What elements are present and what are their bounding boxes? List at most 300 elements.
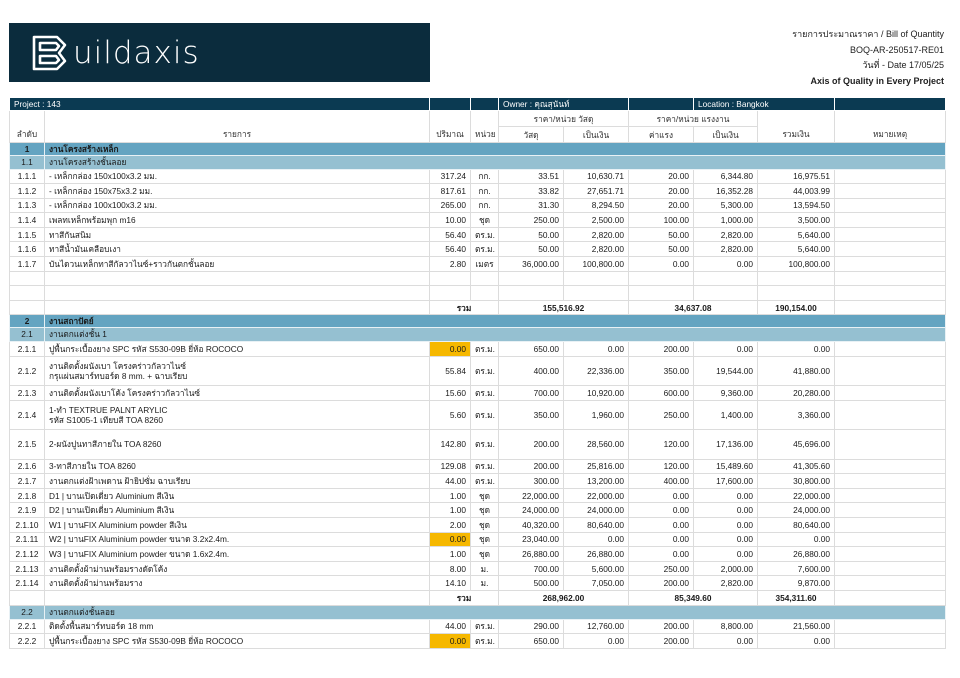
item-labor-price: 20.00 bbox=[629, 198, 694, 213]
item-description: ทาสีน้ำมันเคลือบเงา bbox=[45, 242, 430, 257]
section-row bbox=[10, 143, 946, 156]
item-total: 41,305.60 bbox=[758, 459, 835, 474]
item-total: 0.00 bbox=[758, 341, 835, 356]
item-quantity: 2.00 bbox=[430, 518, 471, 533]
section-number: 2.2 bbox=[10, 605, 45, 619]
item-row bbox=[10, 227, 946, 242]
item-quantity: 2.80 bbox=[430, 257, 471, 272]
empty-cell bbox=[835, 590, 946, 605]
item-number: 1.1.1 bbox=[10, 169, 45, 184]
header-material: วัสดุ bbox=[499, 127, 564, 143]
empty-cell bbox=[430, 286, 471, 301]
subtotal-label: รวม bbox=[430, 590, 499, 605]
location-label: Location : Bangkok bbox=[694, 98, 835, 111]
item-unit: ตร.ม. bbox=[471, 227, 499, 242]
item-material-price: 250.00 bbox=[499, 213, 564, 228]
item-total: 44,003.99 bbox=[758, 184, 835, 199]
item-number: 2.1.6 bbox=[10, 459, 45, 474]
item-total: 22,000.00 bbox=[758, 488, 835, 503]
item-quantity: 56.40 bbox=[430, 227, 471, 242]
empty-cell bbox=[10, 590, 45, 605]
empty-cell bbox=[471, 271, 499, 286]
item-unit: กก. bbox=[471, 184, 499, 199]
item-description: งานติดตั้งผนังเบาโค้ง โครงคร่าวกัลวาไนซ์ bbox=[45, 386, 430, 401]
item-labor-price: 50.00 bbox=[629, 227, 694, 242]
section-title: งานโครงสร้างเหล็ก bbox=[45, 143, 946, 156]
item-unit: กก. bbox=[471, 198, 499, 213]
section-title: งานตกแต่งชั้น 1 bbox=[45, 327, 946, 341]
item-total: 26,880.00 bbox=[758, 547, 835, 562]
subtotal-row bbox=[10, 590, 946, 605]
item-remark bbox=[835, 386, 946, 401]
item-row bbox=[10, 184, 946, 199]
item-description: งานติดตั้งผ้าม่านพร้อมราง bbox=[45, 576, 430, 591]
subsection-row bbox=[10, 327, 946, 341]
item-material-price: 24,000.00 bbox=[499, 503, 564, 518]
item-row bbox=[10, 386, 946, 401]
empty-cell bbox=[10, 271, 45, 286]
document-info bbox=[792, 27, 944, 89]
header-labor: ค่าแรง bbox=[629, 127, 694, 143]
item-row bbox=[10, 474, 946, 489]
item-labor-price: 250.00 bbox=[629, 561, 694, 576]
item-remark bbox=[835, 242, 946, 257]
item-material-price: 33.51 bbox=[499, 169, 564, 184]
item-material-amount: 2,500.00 bbox=[564, 213, 629, 228]
item-remark bbox=[835, 518, 946, 533]
item-remark bbox=[835, 474, 946, 489]
tagline: Axis of Quality in Every Project bbox=[810, 75, 944, 86]
item-number: 2.2.2 bbox=[10, 634, 45, 649]
item-material-amount: 28,560.00 bbox=[564, 430, 629, 460]
empty-cell bbox=[45, 300, 430, 315]
item-description: D1 | บานเปิดเดี่ยว Aluminium สีเงิน bbox=[45, 488, 430, 503]
item-unit: กก. bbox=[471, 169, 499, 184]
empty-cell bbox=[499, 271, 564, 286]
item-unit: ตร.ม. bbox=[471, 619, 499, 634]
item-material-price: 50.00 bbox=[499, 227, 564, 242]
empty-cell bbox=[835, 300, 946, 315]
subtotal-grand: 190,154.00 bbox=[758, 300, 835, 315]
item-unit: ตร.ม. bbox=[471, 474, 499, 489]
item-material-amount: 22,000.00 bbox=[564, 488, 629, 503]
header-material-amount: เป็นเงิน bbox=[564, 127, 629, 143]
item-description: ปูพื้นกระเบื้องยาง SPC รหัส S530-09B ยี่ห้อ ROCOCO bbox=[45, 341, 430, 356]
item-row bbox=[10, 459, 946, 474]
item-labor-amount: 19,544.00 bbox=[694, 356, 758, 386]
item-row bbox=[10, 547, 946, 562]
item-unit: ตร.ม. bbox=[471, 634, 499, 649]
item-description: D2 | บานเปิดเดี่ยว Aluminium สีเงิน bbox=[45, 503, 430, 518]
item-total: 16,975.51 bbox=[758, 169, 835, 184]
item-description: - เหล็กกล่อง 150x100x3.2 มม. bbox=[45, 169, 430, 184]
item-number: 1.1.6 bbox=[10, 242, 45, 257]
item-unit: ชุด bbox=[471, 532, 499, 547]
empty-cell bbox=[758, 271, 835, 286]
item-row bbox=[10, 634, 946, 649]
owner-label: Owner : คุณสุนันท์ bbox=[499, 98, 629, 111]
item-material-price: 50.00 bbox=[499, 242, 564, 257]
item-unit: ตร.ม. bbox=[471, 341, 499, 356]
empty-cell bbox=[629, 271, 694, 286]
empty-cell bbox=[835, 286, 946, 301]
item-quantity: 0.00 bbox=[430, 341, 471, 356]
project-info-row bbox=[10, 98, 946, 111]
item-description: - เหล็กกล่อง 100x100x3.2 มม. bbox=[45, 198, 430, 213]
item-remark bbox=[835, 341, 946, 356]
subtotal-grand: 354,311.60 bbox=[758, 590, 835, 605]
subtotal-material: 268,962.00 bbox=[499, 590, 629, 605]
item-unit: ม. bbox=[471, 561, 499, 576]
item-labor-price: 20.00 bbox=[629, 184, 694, 199]
header-labor-group: ราคา/หน่วย แรงงาน bbox=[629, 111, 758, 127]
item-labor-amount: 2,820.00 bbox=[694, 242, 758, 257]
item-total: 100,800.00 bbox=[758, 257, 835, 272]
brand-logo bbox=[9, 23, 430, 82]
item-material-price: 26,880.00 bbox=[499, 547, 564, 562]
item-material-price: 400.00 bbox=[499, 356, 564, 386]
item-quantity: 55.84 bbox=[430, 356, 471, 386]
item-labor-price: 0.00 bbox=[629, 257, 694, 272]
item-material-amount: 0.00 bbox=[564, 532, 629, 547]
item-total: 3,360.00 bbox=[758, 400, 835, 430]
item-material-amount: 0.00 bbox=[564, 634, 629, 649]
item-remark bbox=[835, 459, 946, 474]
item-number: 2.1.11 bbox=[10, 532, 45, 547]
item-labor-amount: 0.00 bbox=[694, 547, 758, 562]
project-label: Project : 143 bbox=[10, 98, 430, 111]
item-description: 2-ผนังปูนทาสีภายใน TOA 8260 bbox=[45, 430, 430, 460]
item-material-amount: 2,820.00 bbox=[564, 227, 629, 242]
item-unit: ชุด bbox=[471, 213, 499, 228]
empty-cell bbox=[10, 286, 45, 301]
item-labor-amount: 0.00 bbox=[694, 503, 758, 518]
item-total: 21,560.00 bbox=[758, 619, 835, 634]
item-description: ปูพื้นกระเบื้องยาง SPC รหัส S530-09B ยี่ห้อ ROCOCO bbox=[45, 634, 430, 649]
item-unit: ตร.ม. bbox=[471, 356, 499, 386]
item-remark bbox=[835, 227, 946, 242]
item-material-price: 500.00 bbox=[499, 576, 564, 591]
item-unit: ตร.ม. bbox=[471, 242, 499, 257]
item-labor-amount: 16,352.28 bbox=[694, 184, 758, 199]
item-number: 2.1.2 bbox=[10, 356, 45, 386]
item-quantity: 15.60 bbox=[430, 386, 471, 401]
item-total: 7,600.00 bbox=[758, 561, 835, 576]
header-total: รวมเงิน bbox=[758, 111, 835, 143]
item-material-amount: 22,336.00 bbox=[564, 356, 629, 386]
item-material-price: 23,040.00 bbox=[499, 532, 564, 547]
empty-cell bbox=[694, 271, 758, 286]
subtotal-labor: 85,349.60 bbox=[629, 590, 758, 605]
empty-cell bbox=[10, 300, 45, 315]
item-total: 45,696.00 bbox=[758, 430, 835, 460]
item-labor-price: 0.00 bbox=[629, 532, 694, 547]
header-qty: ปริมาณ bbox=[430, 111, 471, 143]
item-remark bbox=[835, 430, 946, 460]
subtotal-row bbox=[10, 300, 946, 315]
item-total: 24,000.00 bbox=[758, 503, 835, 518]
item-row bbox=[10, 198, 946, 213]
item-description: 1-ทำ TEXTRUE PALNT ARYLIC รหัส S1005-1 เทียบสี TOA 8260 bbox=[45, 400, 430, 430]
item-number: 2.1.13 bbox=[10, 561, 45, 576]
item-quantity: 317.24 bbox=[430, 169, 471, 184]
item-material-price: 300.00 bbox=[499, 474, 564, 489]
item-unit: ตร.ม. bbox=[471, 430, 499, 460]
document-date: วันที่ - Date 17/05/25 bbox=[862, 60, 944, 70]
item-labor-price: 250.00 bbox=[629, 400, 694, 430]
empty-cell bbox=[499, 286, 564, 301]
item-labor-amount: 0.00 bbox=[694, 518, 758, 533]
document-code: BOQ-AR-250517-RE01 bbox=[849, 44, 944, 55]
item-quantity: 5.60 bbox=[430, 400, 471, 430]
item-description: W1 | บานFIX Aluminium powder สีเงิน bbox=[45, 518, 430, 533]
subtotal-material: 155,516.92 bbox=[499, 300, 629, 315]
item-number: 2.1.7 bbox=[10, 474, 45, 489]
item-quantity: 0.00 bbox=[430, 634, 471, 649]
item-unit: ชุด bbox=[471, 503, 499, 518]
item-material-price: 350.00 bbox=[499, 400, 564, 430]
item-remark bbox=[835, 213, 946, 228]
empty-cell bbox=[758, 286, 835, 301]
item-total: 0.00 bbox=[758, 532, 835, 547]
item-row bbox=[10, 169, 946, 184]
item-labor-price: 0.00 bbox=[629, 488, 694, 503]
item-material-amount: 10,630.71 bbox=[564, 169, 629, 184]
item-material-price: 31.30 bbox=[499, 198, 564, 213]
item-total: 13,594.50 bbox=[758, 198, 835, 213]
item-unit: ชุด bbox=[471, 488, 499, 503]
item-row bbox=[10, 518, 946, 533]
item-quantity: 265.00 bbox=[430, 198, 471, 213]
item-quantity: 142.80 bbox=[430, 430, 471, 460]
item-unit: เมตร bbox=[471, 257, 499, 272]
item-material-amount: 5,600.00 bbox=[564, 561, 629, 576]
item-labor-amount: 1,400.00 bbox=[694, 400, 758, 430]
item-material-amount: 100,800.00 bbox=[564, 257, 629, 272]
item-description: W2 | บานFIX Aluminium powder ขนาด 3.2x2.4m. bbox=[45, 532, 430, 547]
empty-cell bbox=[694, 286, 758, 301]
item-material-amount: 2,820.00 bbox=[564, 242, 629, 257]
item-quantity: 1.00 bbox=[430, 488, 471, 503]
item-material-amount: 12,760.00 bbox=[564, 619, 629, 634]
item-labor-amount: 2,820.00 bbox=[694, 576, 758, 591]
item-labor-amount: 5,300.00 bbox=[694, 198, 758, 213]
item-material-amount: 80,640.00 bbox=[564, 518, 629, 533]
section-row bbox=[10, 315, 946, 328]
item-material-price: 36,000.00 bbox=[499, 257, 564, 272]
empty-row bbox=[10, 286, 946, 301]
item-row bbox=[10, 561, 946, 576]
item-description: ติดตั้งพื้นสมาร์ทบอร์ด 18 mm bbox=[45, 619, 430, 634]
item-material-price: 650.00 bbox=[499, 634, 564, 649]
item-remark bbox=[835, 356, 946, 386]
item-labor-price: 600.00 bbox=[629, 386, 694, 401]
item-labor-amount: 15,489.60 bbox=[694, 459, 758, 474]
item-total: 41,880.00 bbox=[758, 356, 835, 386]
item-material-price: 40,320.00 bbox=[499, 518, 564, 533]
empty-cell bbox=[45, 271, 430, 286]
item-row bbox=[10, 213, 946, 228]
item-labor-price: 120.00 bbox=[629, 430, 694, 460]
document-title: รายการประมาณราคา / Bill of Quantity bbox=[792, 29, 944, 39]
item-material-amount: 0.00 bbox=[564, 341, 629, 356]
section-number: 1 bbox=[10, 143, 45, 156]
item-material-amount: 25,816.00 bbox=[564, 459, 629, 474]
item-unit: ตร.ม. bbox=[471, 386, 499, 401]
item-labor-price: 50.00 bbox=[629, 242, 694, 257]
item-labor-price: 200.00 bbox=[629, 619, 694, 634]
header-no: ลำดับ bbox=[10, 111, 45, 143]
item-description: งานติดตั้งผ้าม่านพร้อมรางดัดโค้ง bbox=[45, 561, 430, 576]
item-remark bbox=[835, 169, 946, 184]
item-labor-amount: 0.00 bbox=[694, 634, 758, 649]
item-labor-amount: 2,000.00 bbox=[694, 561, 758, 576]
empty-cell bbox=[564, 286, 629, 301]
item-row bbox=[10, 532, 946, 547]
item-quantity: 129.08 bbox=[430, 459, 471, 474]
item-description: - เหล็กกล่อง 150x75x3.2 มม. bbox=[45, 184, 430, 199]
item-labor-amount: 9,360.00 bbox=[694, 386, 758, 401]
item-description: ทาสีกันสนิม bbox=[45, 227, 430, 242]
item-number: 2.1.10 bbox=[10, 518, 45, 533]
item-row bbox=[10, 341, 946, 356]
item-quantity: 1.00 bbox=[430, 547, 471, 562]
section-number: 1.1 bbox=[10, 155, 45, 169]
section-title: งานสถาปัตย์ bbox=[45, 315, 946, 328]
empty-cell bbox=[45, 286, 430, 301]
item-number: 2.1.3 bbox=[10, 386, 45, 401]
item-remark bbox=[835, 400, 946, 430]
item-remark bbox=[835, 532, 946, 547]
item-row bbox=[10, 257, 946, 272]
empty-cell bbox=[564, 271, 629, 286]
item-remark bbox=[835, 634, 946, 649]
item-labor-price: 400.00 bbox=[629, 474, 694, 489]
item-row bbox=[10, 576, 946, 591]
item-material-price: 700.00 bbox=[499, 386, 564, 401]
item-labor-price: 20.00 bbox=[629, 169, 694, 184]
empty-cell bbox=[45, 590, 430, 605]
item-row bbox=[10, 356, 946, 386]
item-labor-amount: 0.00 bbox=[694, 532, 758, 547]
brand-name: uildaxis bbox=[73, 34, 200, 71]
item-row bbox=[10, 430, 946, 460]
item-number: 1.1.7 bbox=[10, 257, 45, 272]
item-quantity: 0.00 bbox=[430, 532, 471, 547]
section-number: 2.1 bbox=[10, 327, 45, 341]
item-total: 5,640.00 bbox=[758, 242, 835, 257]
item-description: W3 | บานFIX Aluminium powder ขนาด 1.6x2.4m. bbox=[45, 547, 430, 562]
item-material-amount: 26,880.00 bbox=[564, 547, 629, 562]
item-row bbox=[10, 503, 946, 518]
item-total: 5,640.00 bbox=[758, 227, 835, 242]
item-labor-price: 200.00 bbox=[629, 576, 694, 591]
item-row bbox=[10, 488, 946, 503]
item-quantity: 10.00 bbox=[430, 213, 471, 228]
item-labor-amount: 8,800.00 bbox=[694, 619, 758, 634]
item-material-price: 200.00 bbox=[499, 459, 564, 474]
item-quantity: 44.00 bbox=[430, 619, 471, 634]
item-quantity: 8.00 bbox=[430, 561, 471, 576]
item-remark bbox=[835, 257, 946, 272]
item-row bbox=[10, 619, 946, 634]
item-number: 2.1.8 bbox=[10, 488, 45, 503]
item-material-amount: 1,960.00 bbox=[564, 400, 629, 430]
item-quantity: 44.00 bbox=[430, 474, 471, 489]
boq-body bbox=[10, 143, 946, 649]
item-labor-price: 0.00 bbox=[629, 503, 694, 518]
item-material-amount: 27,651.71 bbox=[564, 184, 629, 199]
item-number: 2.1.4 bbox=[10, 400, 45, 430]
item-remark bbox=[835, 619, 946, 634]
item-material-price: 650.00 bbox=[499, 341, 564, 356]
item-labor-price: 200.00 bbox=[629, 634, 694, 649]
header-item: รายการ bbox=[45, 111, 430, 143]
item-unit: ชุด bbox=[471, 547, 499, 562]
header-remark: หมายเหตุ bbox=[835, 111, 946, 143]
item-material-price: 200.00 bbox=[499, 430, 564, 460]
section-number: 2 bbox=[10, 315, 45, 328]
item-material-amount: 24,000.00 bbox=[564, 503, 629, 518]
empty-cell bbox=[430, 271, 471, 286]
item-material-amount: 8,294.50 bbox=[564, 198, 629, 213]
header-row-group bbox=[10, 111, 946, 127]
item-labor-price: 100.00 bbox=[629, 213, 694, 228]
item-row bbox=[10, 242, 946, 257]
item-number: 2.1.5 bbox=[10, 430, 45, 460]
item-number: 2.1.1 bbox=[10, 341, 45, 356]
item-quantity: 817.61 bbox=[430, 184, 471, 199]
item-description: งานตกแต่งฝ้าเพดาน ฝ้ายิปซั่ม ฉาบเรียบ bbox=[45, 474, 430, 489]
item-labor-amount: 17,600.00 bbox=[694, 474, 758, 489]
item-number: 2.1.14 bbox=[10, 576, 45, 591]
item-total: 9,870.00 bbox=[758, 576, 835, 591]
item-labor-amount: 17,136.00 bbox=[694, 430, 758, 460]
item-description: งานติดตั้งผนังเบา โครงคร่าวกัลวาไนซ์ กรุแผ่นสมาร์ทบอร์ด 8 mm. + ฉาบเรียบ bbox=[45, 356, 430, 386]
item-remark bbox=[835, 503, 946, 518]
item-remark bbox=[835, 547, 946, 562]
section-title: งานตกแต่งชั้นลอย bbox=[45, 605, 946, 619]
empty-cell bbox=[629, 286, 694, 301]
item-number: 1.1.3 bbox=[10, 198, 45, 213]
subsection-row bbox=[10, 605, 946, 619]
section-title: งานโครงสร้างชั้นลอย bbox=[45, 155, 946, 169]
item-quantity: 56.40 bbox=[430, 242, 471, 257]
item-total: 3,500.00 bbox=[758, 213, 835, 228]
item-number: 2.2.1 bbox=[10, 619, 45, 634]
item-total: 0.00 bbox=[758, 634, 835, 649]
item-unit: ชุด bbox=[471, 518, 499, 533]
item-material-price: 22,000.00 bbox=[499, 488, 564, 503]
item-quantity: 14.10 bbox=[430, 576, 471, 591]
item-row bbox=[10, 400, 946, 430]
empty-cell bbox=[471, 286, 499, 301]
item-labor-amount: 0.00 bbox=[694, 257, 758, 272]
item-labor-price: 0.00 bbox=[629, 518, 694, 533]
item-description: เพลทเหล็กพร้อมพุก m16 bbox=[45, 213, 430, 228]
item-total: 30,800.00 bbox=[758, 474, 835, 489]
item-total: 80,640.00 bbox=[758, 518, 835, 533]
item-number: 1.1.5 bbox=[10, 227, 45, 242]
item-remark bbox=[835, 184, 946, 199]
boq-table bbox=[9, 97, 946, 649]
item-labor-amount: 2,820.00 bbox=[694, 227, 758, 242]
item-labor-price: 350.00 bbox=[629, 356, 694, 386]
item-material-amount: 10,920.00 bbox=[564, 386, 629, 401]
item-total: 20,280.00 bbox=[758, 386, 835, 401]
item-description: บันไดวนเหล็กทาสีกัลวาไนซ์+ราวกันตกชั้นลอย bbox=[45, 257, 430, 272]
item-remark bbox=[835, 198, 946, 213]
